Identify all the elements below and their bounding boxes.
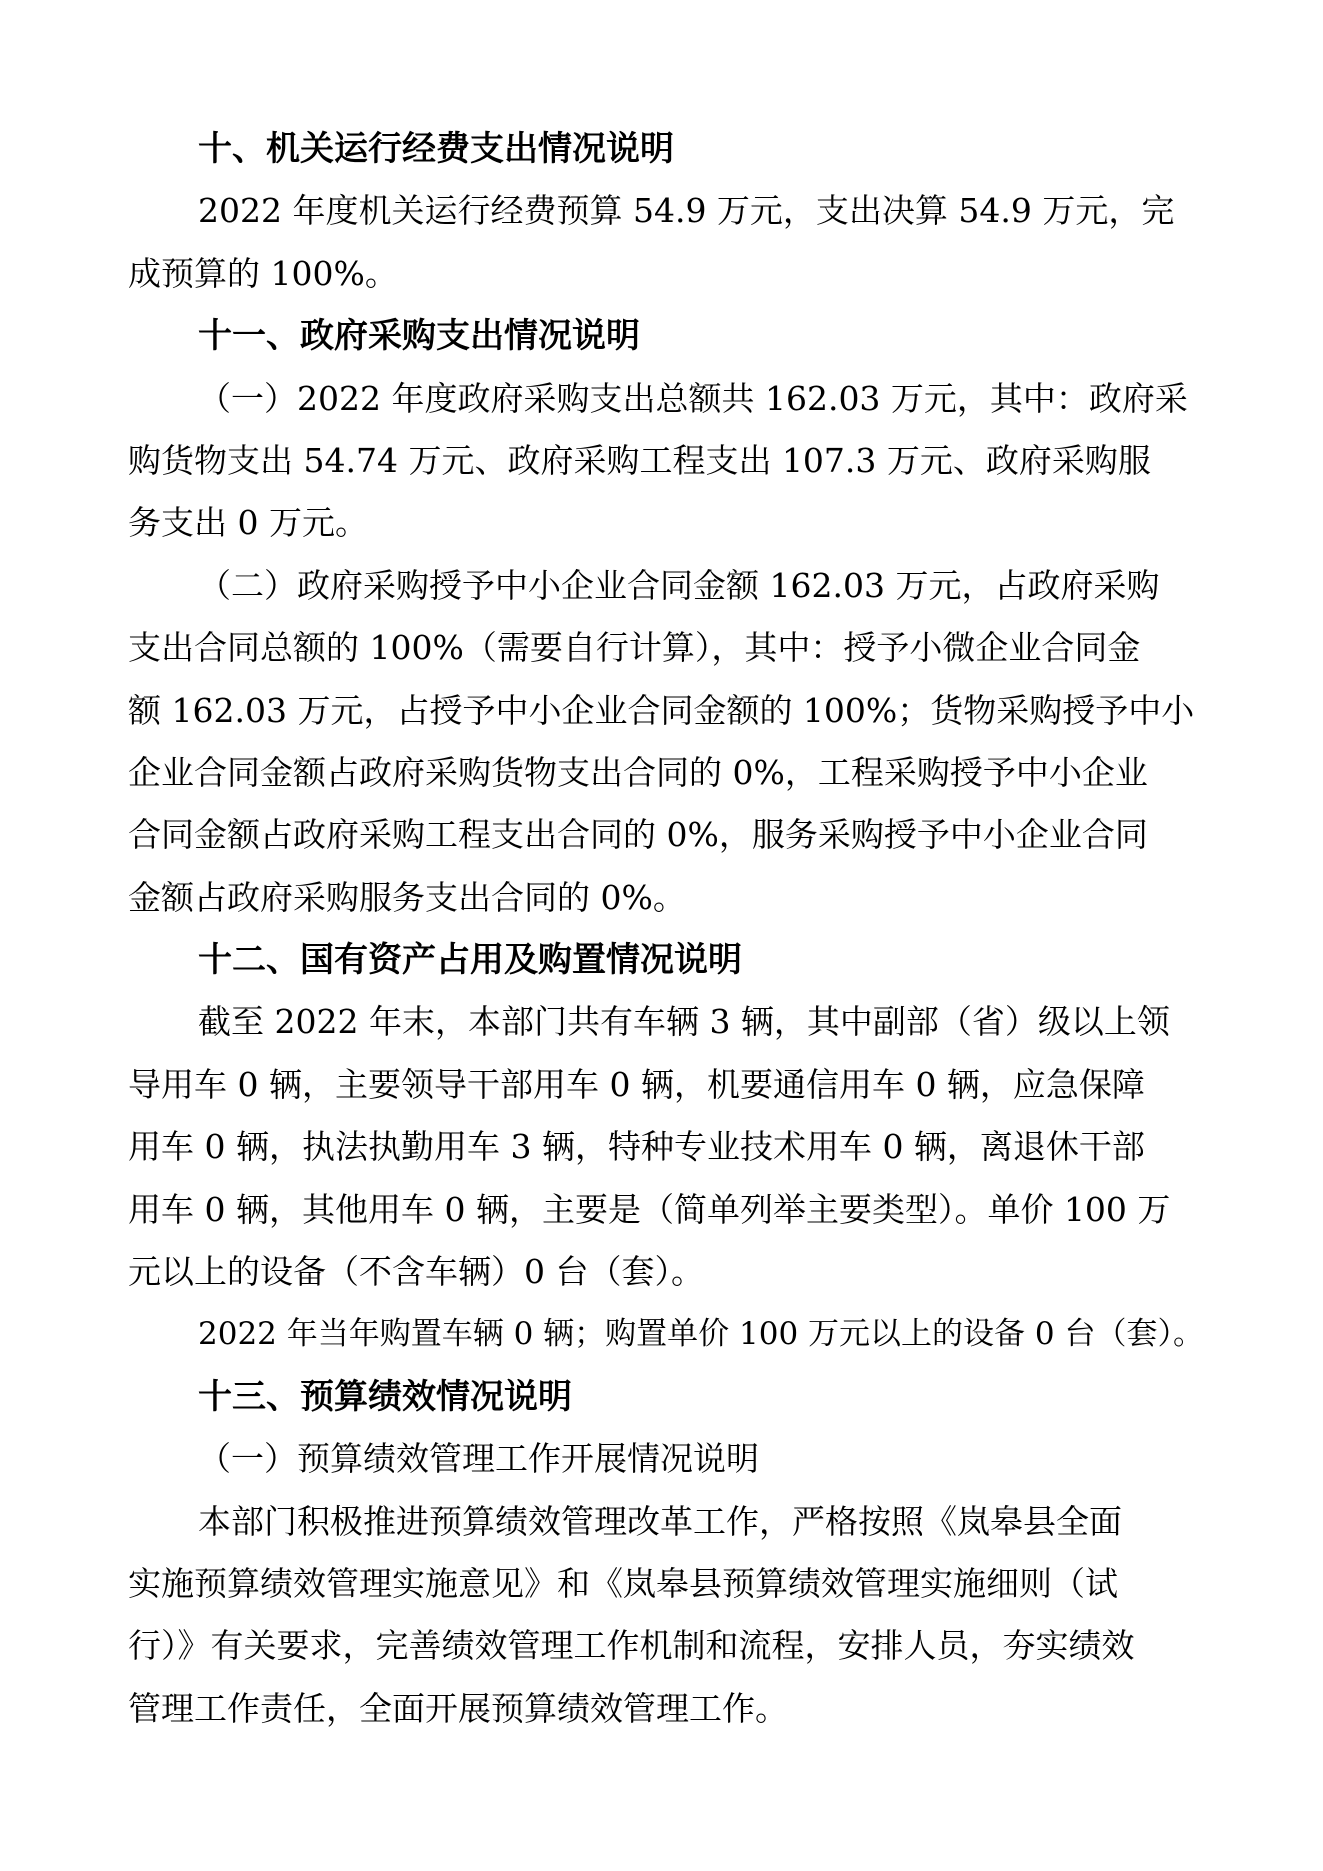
paragraph-line: 用车 0 辆，执法执勤用车 3 辆，特种专业技术用车 0 辆，离退休干部: [128, 1127, 1145, 1167]
paragraph-line: 2022 年度机关运行经费预算 54.9 万元，支出决算 54.9 万元，完: [198, 191, 1175, 231]
paragraph-line: 用车 0 辆，其他用车 0 辆，主要是（简单列举主要类型）。单价 100 万: [128, 1189, 1171, 1229]
paragraph-line: （二）政府采购授予中小企业合同金额 162.03 万元，占政府采购: [198, 565, 1160, 605]
paragraph-line: 金额占政府采购服务支出合同的 0%。: [128, 877, 686, 917]
paragraph-line: 本部门积极推进预算绩效管理改革工作，严格按照《岚皋县全面: [198, 1501, 1122, 1541]
section-heading-11: 十一、政府采购支出情况说明: [198, 316, 640, 357]
paragraph-line: 合同金额占政府采购工程支出合同的 0%，服务采购授予中小企业合同: [128, 815, 1148, 855]
paragraph-line: 成预算的 100%。: [128, 253, 398, 293]
paragraph-line: 购货物支出 54.74 万元、政府采购工程支出 107.3 万元、政府采购服: [128, 440, 1151, 480]
paragraph-line: 截至 2022 年末，本部门共有车辆 3 辆，其中副部（省）级以上领: [198, 1002, 1170, 1042]
paragraph-line: 导用车 0 辆，主要领导干部用车 0 辆，机要通信用车 0 辆，应急保障: [128, 1064, 1145, 1104]
section-heading-12: 十二、国有资产占用及购置情况说明: [198, 940, 742, 981]
section-heading-13: 十三、预算绩效情况说明: [198, 1376, 572, 1417]
subsection-heading: （一）预算绩效管理工作开展情况说明: [198, 1439, 759, 1479]
paragraph-line: 元以上的设备（不含车辆）0 台（套）。: [128, 1252, 704, 1292]
paragraph-line: 支出合同总额的 100%（需要自行计算），其中：授予小微企业合同金: [128, 628, 1141, 668]
paragraph-line: 企业合同金额占政府采购货物支出合同的 0%，工程采购授予中小企业: [128, 752, 1148, 792]
section-heading-10: 十、机关运行经费支出情况说明: [198, 129, 674, 169]
paragraph-line: 实施预算绩效管理实施意见》和《岚皋县预算绩效管理实施细则（试: [128, 1563, 1118, 1603]
paragraph-line: （一）2022 年度政府采购支出总额共 162.03 万元，其中：政府采: [198, 378, 1188, 418]
paragraph-line: 行）》有关要求，完善绩效管理工作机制和流程，安排人员，夯实绩效: [128, 1626, 1135, 1666]
paragraph-line: 额 162.03 万元，占授予中小企业合同金额的 100%；货物采购授予中小: [128, 690, 1195, 730]
paragraph-line: 务支出 0 万元。: [128, 503, 368, 543]
paragraph-line: 管理工作责任，全面开展预算绩效管理工作。: [128, 1688, 788, 1728]
document-page: [128, 118, 1213, 1740]
paragraph-line: 2022 年当年购置车辆 0 辆；购置单价 100 万元以上的设备 0 台（套）。: [198, 1316, 1204, 1353]
